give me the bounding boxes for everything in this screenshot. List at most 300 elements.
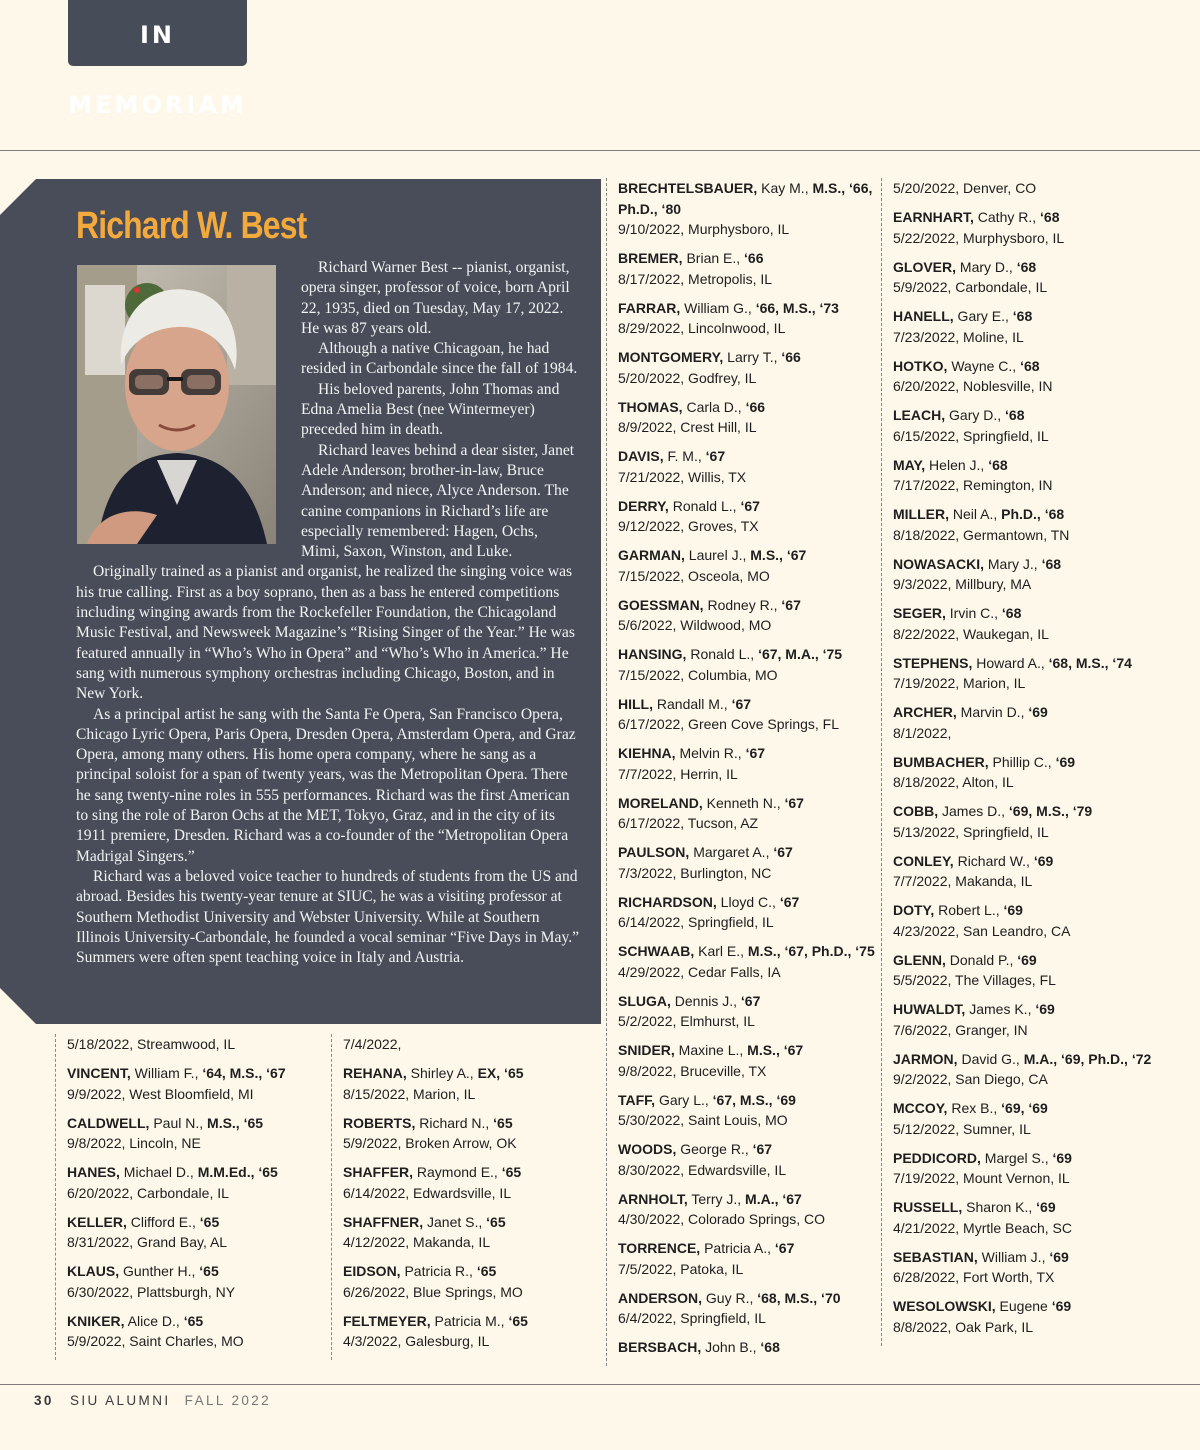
entry-name-line	[343, 1311, 528, 1332]
entry-date-location: 9/2/2022, San Diego, CA	[893, 1071, 1048, 1087]
entry-given-name: James K.,	[965, 1001, 1036, 1017]
entry-date-location: 9/8/2022, Lincoln, NE	[67, 1135, 201, 1151]
entry-name-line	[893, 1098, 1151, 1119]
entry-given-name: Dennis J.,	[670, 992, 741, 1009]
entry-degree: EX, ‘65	[477, 1065, 524, 1081]
entry-degree: M.M.Ed., ‘65	[197, 1164, 278, 1180]
entry-degree: ‘68	[1041, 555, 1062, 572]
entry-given-name: Shirley A.,	[406, 1065, 478, 1081]
entry-degree: ‘67, M.S., ‘69	[712, 1091, 796, 1108]
obituary-entry	[893, 653, 1151, 694]
entry-surname: RUSSELL,	[893, 1199, 963, 1215]
entry-date-location: 7/23/2022, Moline, IL	[893, 328, 1024, 345]
obituary-entry	[893, 603, 1151, 644]
entry-name-line	[343, 1063, 528, 1084]
entry-name-line	[893, 999, 1151, 1020]
entry-name-line	[67, 1261, 286, 1282]
entry-date-location: 8/22/2022, Waukegan, IL	[893, 625, 1049, 642]
entry-date-location: 9/9/2022, West Bloomfield, MI	[67, 1085, 254, 1102]
entry-date-location: 8/17/2022, Metropolis, IL	[618, 270, 773, 287]
entry-given-name: Clifford E.,	[126, 1213, 200, 1230]
entry-degree: ‘65	[508, 1312, 528, 1329]
entry-name-line	[618, 1040, 875, 1061]
entry-degree: ‘66	[744, 250, 764, 266]
obituary-entry	[893, 752, 1151, 793]
entry-given-name: Patricia M.,	[430, 1312, 509, 1329]
obituary-entry	[67, 1063, 286, 1104]
entry-given-name: Helen J.,	[925, 456, 989, 473]
entry-name-line	[618, 1337, 875, 1358]
entry-degree: ‘65	[199, 1263, 219, 1279]
entry-surname: FELTMEYER,	[343, 1312, 431, 1329]
entry-surname: KIEHNA,	[618, 745, 676, 761]
entry-degree: M.S., ‘67	[747, 1042, 804, 1058]
entry-date-location: 8/18/2022, Alton, IL	[893, 774, 1014, 790]
entry-date-location: 7/19/2022, Marion, IL	[893, 675, 1026, 691]
entry-degree: Ph.D., ‘80	[618, 200, 682, 217]
entry-name-line	[67, 1311, 286, 1332]
entry-date-location: 7/17/2022, Remington, IN	[893, 477, 1053, 493]
entry-given-name: Phillip C.,	[988, 753, 1056, 770]
entry-given-name: Michael D.,	[119, 1164, 198, 1180]
obituary-entry	[893, 1098, 1151, 1139]
entry-surname: COBB,	[893, 803, 939, 819]
entry-name-line	[893, 801, 1151, 822]
entry-name-line	[618, 545, 875, 566]
entry-given-name: George R.,	[676, 1141, 753, 1157]
entry-degree: ‘65	[501, 1164, 522, 1180]
obituary-entry	[893, 900, 1151, 941]
entry-date-location: 6/20/2022, Noblesville, IN	[893, 378, 1053, 394]
entry-date-location: 7/5/2022, Patoka, IL	[618, 1260, 744, 1277]
obituary-entry	[618, 1189, 875, 1230]
entry-surname: VINCENT,	[67, 1065, 131, 1081]
entry-surname: HILL,	[618, 695, 653, 712]
obituary-entry	[67, 1034, 286, 1055]
entry-given-name: Margaret A.,	[689, 844, 774, 860]
entry-degree: M.S., ‘67, Ph.D., ‘75	[747, 943, 875, 959]
entry-given-name: Kay M.,	[757, 180, 813, 196]
feature-bio	[76, 258, 580, 968]
entry-degree: ‘69	[1049, 1248, 1069, 1265]
obituary-entry	[893, 801, 1151, 842]
entry-degree: ‘65	[486, 1213, 506, 1230]
entry-date-location: 6/30/2022, Plattsburgh, NY	[67, 1283, 236, 1300]
entry-given-name: Larry T.,	[723, 349, 782, 365]
entry-given-name: Cathy R.,	[973, 209, 1041, 225]
publication-name: SIU ALUMNI	[69, 1393, 171, 1408]
entry-name-line	[618, 991, 875, 1012]
entry-surname: MORELAND,	[618, 794, 703, 811]
obituary-entry	[893, 1197, 1151, 1238]
obituary-entry	[893, 950, 1151, 991]
entry-surname: MCCOY,	[893, 1100, 948, 1116]
entry-degree: ‘69	[1052, 1149, 1072, 1166]
entry-given-name: Kenneth N.,	[702, 794, 785, 811]
entry-date-location: 4/12/2022, Makanda, IL	[343, 1234, 491, 1250]
obituary-entry	[618, 1238, 875, 1279]
obituary-entry	[343, 1034, 528, 1055]
entry-degree: ‘69	[1017, 951, 1037, 968]
entry-degree: ‘65	[493, 1114, 513, 1131]
entry-name-line	[343, 1162, 528, 1183]
entry-degree: ‘68	[1016, 258, 1037, 275]
entry-degree: ‘69	[1036, 1199, 1056, 1215]
entry-date-location: 4/30/2022, Colorado Springs, CO	[618, 1211, 826, 1227]
entry-surname: EARNHART,	[893, 209, 974, 225]
entry-given-name: Terry J.,	[687, 1190, 746, 1207]
obituary-entry	[618, 347, 875, 388]
entry-date-location: 5/2/2022, Elmhurst, IL	[618, 1013, 755, 1029]
entry-name-line	[67, 1063, 286, 1084]
obituary-entry	[618, 842, 875, 883]
entry-degree: ‘66	[781, 349, 801, 365]
entry-surname: DAVIS,	[618, 448, 664, 464]
entry-name-line	[618, 694, 875, 715]
obituary-entry	[893, 455, 1151, 496]
entry-name-line	[893, 1049, 1151, 1070]
entry-degree: ‘66	[745, 398, 766, 415]
entry-degree: ‘64, M.S., ‘67	[202, 1065, 286, 1081]
entry-date-location: 6/4/2022, Springfield, IL	[618, 1310, 766, 1326]
entry-given-name: Randall M.,	[653, 695, 732, 712]
entry-name-line	[618, 793, 875, 814]
obituary-entry	[618, 1288, 875, 1329]
entry-degree: ‘67	[779, 893, 800, 910]
entry-degree: ‘67	[745, 745, 766, 761]
obituary-column-4	[893, 178, 1151, 1346]
entry-name-line	[67, 1212, 286, 1233]
entry-given-name: Maxine L.,	[674, 1042, 748, 1058]
entry-name-line	[618, 1090, 875, 1111]
entry-given-name: Gunther H.,	[119, 1263, 200, 1279]
entry-surname: SCHWAAB,	[618, 943, 695, 959]
entry-date-location: 9/8/2022, Bruceville, TX	[618, 1062, 767, 1079]
entry-degree: ‘69, M.S., ‘79	[1008, 803, 1093, 819]
entry-given-name: William F.,	[130, 1065, 203, 1081]
obituary-entry	[618, 892, 875, 933]
entry-degree: ‘68	[988, 456, 1008, 473]
entry-surname: KLAUS,	[67, 1263, 120, 1279]
entry-date-location: 8/18/2022, Germantown, TN	[893, 526, 1070, 543]
entry-date-location: 9/3/2022, Millbury, MA	[893, 576, 1032, 592]
bottom-divider	[0, 1384, 1200, 1385]
entry-given-name: Richard N.,	[415, 1114, 494, 1131]
entry-date-location: 7/19/2022, Mount Vernon, IL	[893, 1170, 1070, 1186]
entry-degree: ‘69	[1028, 704, 1048, 720]
entry-name-line	[618, 743, 875, 764]
obituary-entry	[343, 1162, 528, 1203]
obituary-entry	[67, 1113, 286, 1154]
bio-paragraph: Originally trained as a pianist and organist, he realized the singing voice was his true calling. First as a boy soprano, then as a bass he entered competitions including winging awards from the Rockefeller Foundation, the Chicagoland Music Festival, and Newsweek Magazine’s “Rising Singer of the Year.” He was featured annually in “Who’s Who in Opera” and “Who’s Who in America.” He sang with numerous symphony orchestras including Chicago, Boston, and in New York.	[76, 563, 575, 703]
entry-date-location: 7/3/2022, Burlington, NC	[618, 864, 772, 881]
entry-date-location: 9/10/2022, Murphysboro, IL	[618, 221, 790, 237]
entry-name-line	[893, 1296, 1151, 1317]
obituary-column-2	[343, 1034, 528, 1360]
entry-date-location: 8/15/2022, Marion, IL	[343, 1085, 476, 1102]
obituary-entry	[343, 1311, 528, 1352]
entry-surname: ARCHER,	[893, 704, 957, 720]
entry-surname: SLUGA,	[618, 992, 671, 1009]
entry-degree: ‘69, ‘69	[1001, 1100, 1048, 1116]
entry-name-line	[618, 644, 875, 665]
entry-surname: MAY,	[893, 456, 926, 473]
entry-name-line	[343, 1212, 528, 1233]
entry-given-name: Rodney R.,	[703, 596, 782, 613]
entry-date-location: 5/12/2022, Sumner, IL	[893, 1120, 1031, 1137]
entry-given-name: Gary L.,	[655, 1091, 713, 1108]
entry-surname: WESOLOWSKI,	[893, 1298, 996, 1314]
entry-surname: HANSING,	[618, 646, 687, 662]
entry-name-line	[618, 1238, 875, 1259]
entry-given-name: Neil A.,	[949, 506, 1002, 522]
entry-date-location: 4/23/2022, San Leandro, CA	[893, 922, 1071, 939]
entry-degree: ‘66, M.S., ‘73	[755, 299, 839, 316]
entry-name-line	[618, 1288, 875, 1309]
entry-date-location: 7/6/2022, Granger, IN	[893, 1021, 1028, 1038]
entry-degree: ‘65	[476, 1263, 497, 1279]
obituary-entry	[893, 1247, 1151, 1288]
obituary-entry	[618, 248, 875, 289]
obituary-entry	[618, 545, 875, 586]
page-number: 30	[34, 1393, 54, 1408]
entry-date-location: 6/15/2022, Springfield, IL	[893, 427, 1049, 444]
entry-name-line	[618, 397, 875, 418]
entry-name-line	[618, 595, 875, 616]
obituary-entry	[618, 397, 875, 438]
bio-paragraph: Richard Warner Best -- pianist, organist, opera singer, professor of voice, born April 22, 1935, died on Tuesday, May 17, 2022. He was 87 years old.	[301, 259, 570, 337]
column-divider	[606, 178, 607, 1366]
entry-given-name: David G.,	[957, 1050, 1024, 1067]
obituary-entry	[618, 743, 875, 784]
entry-degree: ‘68	[760, 1339, 780, 1355]
entry-date-location: 4/3/2022, Galesburg, IL	[343, 1333, 490, 1349]
entry-surname: MONTGOMERY,	[618, 349, 724, 365]
entry-surname: DOTY,	[893, 902, 935, 918]
entry-given-name: Janet S.,	[423, 1213, 487, 1230]
entry-given-name: Laurel J.,	[684, 547, 751, 563]
obituary-entry	[618, 991, 875, 1032]
entry-surname: MILLER,	[893, 506, 949, 522]
entry-name-line	[618, 941, 875, 962]
column-divider	[881, 178, 882, 1346]
entry-date-location: 8/31/2022, Grand Bay, AL	[67, 1234, 228, 1250]
entry-degree: ‘68	[1012, 308, 1033, 324]
obituary-entry	[893, 405, 1151, 446]
entry-date-location: 8/30/2022, Edwardsville, IL	[618, 1161, 787, 1178]
obituary-entry	[618, 298, 875, 339]
entry-surname: BUMBACHER,	[893, 753, 989, 770]
entry-date-location: 8/9/2022, Crest Hill, IL	[618, 419, 757, 435]
entry-given-name: Marvin D.,	[956, 704, 1029, 720]
top-divider	[0, 150, 1200, 151]
entry-given-name: Brian E.,	[682, 250, 745, 266]
entry-date-location: 9/12/2022, Groves, TX	[618, 518, 759, 534]
entry-surname: GLOVER,	[893, 258, 957, 275]
entry-surname: EIDSON,	[343, 1263, 401, 1279]
entry-degree: M.A., ‘67	[745, 1190, 802, 1207]
entry-given-name: Raymond E.,	[413, 1164, 502, 1180]
entry-given-name: Patricia R.,	[400, 1263, 477, 1279]
entry-degree: ‘68	[1020, 357, 1040, 374]
entry-date-location: 6/17/2022, Green Cove Springs, FL	[618, 716, 840, 732]
entry-surname: BRECHTELSBAUER,	[618, 180, 758, 196]
entry-degree: ‘67	[773, 844, 793, 860]
entry-name-line	[893, 851, 1151, 872]
obituary-entry	[893, 356, 1151, 397]
entry-surname: KNIKER,	[67, 1312, 125, 1329]
entry-surname: SHAFFER,	[343, 1164, 413, 1180]
entry-date-location: 6/14/2022, Springfield, IL	[618, 914, 774, 930]
entry-name-line	[618, 446, 875, 467]
entry-degree: ‘69	[1003, 902, 1023, 918]
entry-surname: THOMAS,	[618, 398, 683, 415]
entry-surname: JARMON,	[893, 1050, 958, 1067]
obituary-entry	[67, 1261, 286, 1302]
entry-given-name: Howard A.,	[972, 654, 1049, 671]
entry-date-location: 7/21/2022, Willis, TX	[618, 468, 747, 485]
obituary-entry	[618, 1040, 875, 1081]
entry-surname: RICHARDSON,	[618, 893, 717, 910]
obituary-entry	[893, 999, 1151, 1040]
entry-name-line	[618, 298, 875, 319]
obituary-entry	[618, 178, 875, 240]
entry-degree: ‘68	[1001, 605, 1022, 621]
entry-given-name: Gary E.,	[953, 308, 1013, 324]
section-tab: IN MEMORIAM	[68, 0, 247, 66]
obituary-entry	[893, 504, 1151, 545]
entry-degree: ‘67	[740, 497, 760, 514]
entry-name-line	[893, 257, 1151, 278]
entry-surname: GOESSMAN,	[618, 596, 704, 613]
entry-date-location: 7/15/2022, Columbia, MO	[618, 666, 778, 683]
entry-name-line	[343, 1113, 528, 1134]
feature-title: Richard W. Best	[76, 205, 307, 247]
entry-given-name: Margel S.,	[980, 1149, 1053, 1166]
obituary-entry	[618, 1090, 875, 1131]
entry-date-location: 7/15/2022, Osceola, MO	[618, 567, 770, 584]
entry-degree: ‘65	[183, 1312, 204, 1329]
entry-degree: ‘68	[1040, 209, 1060, 225]
entry-date-location: 8/8/2022, Oak Park, IL	[893, 1318, 1034, 1335]
entry-surname: SNIDER,	[618, 1042, 675, 1058]
entry-date-location: 5/9/2022, Carbondale, IL	[893, 279, 1048, 295]
entry-surname: BREMER,	[618, 250, 683, 266]
entry-date-location: 7/7/2022, Makanda, IL	[893, 873, 1033, 889]
entry-degree: ‘69	[1051, 1298, 1072, 1314]
entry-given-name: Lloyd C.,	[716, 893, 780, 910]
bio-paragraph: Richard was a beloved voice teacher to hundreds of students from the US and abroad. Besides his twenty-year tenure at SIUC, he was a visiting professor at Southern Methodist University and Webster University. While at Southern Illinois University-Carbondale, he founded a vocal seminar “Five Days in May.” Summers were often spent teaching voice in Italy and Austria.	[76, 867, 580, 967]
entry-given-name: Eugene	[995, 1298, 1052, 1314]
entry-surname: SEBASTIAN,	[893, 1248, 978, 1265]
entry-surname: GARMAN,	[618, 547, 685, 563]
obituary-entry	[618, 694, 875, 735]
entry-date-location: 7/4/2022,	[343, 1036, 402, 1052]
entry-degree: ‘67	[752, 1141, 773, 1157]
entry-degree: ‘69	[1035, 1001, 1055, 1017]
entry-date-location: 8/29/2022, Lincolnwood, IL	[618, 320, 786, 336]
obituary-entry	[343, 1113, 528, 1154]
entry-degree: ‘67	[740, 992, 761, 1009]
obituary-entry	[893, 178, 1151, 199]
entry-name-line	[893, 1247, 1151, 1268]
entry-surname: FARRAR,	[618, 299, 681, 316]
entry-name-line	[67, 1113, 286, 1134]
entry-given-name: F. M.,	[663, 448, 706, 464]
entry-date-location: 5/6/2022, Wildwood, MO	[618, 617, 772, 633]
entry-name-line	[893, 504, 1151, 525]
obituary-entry	[618, 496, 875, 537]
obituary-entry	[618, 644, 875, 685]
entry-surname: ANDERSON,	[618, 1289, 703, 1306]
entry-degree: ‘69	[1033, 852, 1054, 869]
entry-degree: ‘68, M.S., ‘70	[757, 1289, 841, 1306]
entry-name-line	[893, 702, 1151, 723]
entry-given-name: James D.,	[938, 803, 1009, 819]
obituary-entry	[618, 941, 875, 982]
entry-name-line	[893, 554, 1151, 575]
entry-given-name: Karl E.,	[694, 943, 748, 959]
obituary-entry	[67, 1162, 286, 1203]
entry-degree: M.S., ‘67	[750, 547, 807, 563]
entry-name-line	[618, 496, 875, 517]
entry-name-line	[893, 306, 1151, 327]
entry-date-location: 5/20/2022, Denver, CO	[893, 180, 1037, 196]
entry-given-name: Gary D.,	[945, 407, 1006, 423]
entry-date-location: 5/18/2022, Streamwood, IL	[67, 1036, 236, 1052]
entry-date-location: 5/5/2022, The Villages, FL	[893, 972, 1056, 988]
entry-name-line	[618, 1189, 875, 1210]
entry-given-name: Donald P.,	[945, 951, 1018, 968]
entry-given-name: Paul N.,	[149, 1114, 208, 1131]
bio-paragraph: As a principal artist he sang with the Santa Fe Opera, San Francisco Opera, Chicago Lyric Opera, Paris Opera, Dresden Opera, Amsterdam Opera, and Graz Opera, among many others. His home opera company, where he sang as a principal soloist for a span of twenty years, was the Metropolitan Opera. There he sang twenty-nine roles in 555 performances. Richard was the first American to sing the role of Baron Ochs at the MET, Tokyo, Graz, and in the city of its 1911 premiere, Dresden. Richard was a co-founder of the “Metropolitan Opera Madrigal Singers.”	[76, 705, 576, 865]
entry-name-line	[618, 892, 875, 913]
obituary-entry	[618, 446, 875, 487]
entry-given-name: Carla D.,	[682, 398, 746, 415]
entry-name-line	[893, 603, 1151, 624]
entry-surname: KELLER,	[67, 1213, 127, 1230]
obituary-entry	[893, 1296, 1151, 1337]
entry-name-line	[893, 405, 1151, 426]
entry-surname: PEDDICORD,	[893, 1149, 981, 1166]
entry-date-location: 6/20/2022, Carbondale, IL	[67, 1184, 229, 1201]
entry-date-location: 4/21/2022, Myrtle Beach, SC	[893, 1219, 1072, 1236]
entry-degree: ‘68	[1005, 407, 1025, 423]
entry-degree: ‘65	[199, 1213, 220, 1230]
obituary-entry	[618, 595, 875, 636]
obituary-entry	[343, 1261, 528, 1302]
entry-given-name: Wayne C.,	[947, 357, 1021, 374]
entry-surname: DERRY,	[618, 497, 669, 514]
obituary-entry	[893, 306, 1151, 347]
entry-degree: M.S., ‘66,	[812, 180, 873, 196]
entry-degree: ‘67	[784, 794, 804, 811]
entry-date-location: 5/9/2022, Saint Charles, MO	[67, 1333, 244, 1349]
obituary-entry	[893, 1049, 1151, 1090]
entry-name-line	[893, 207, 1151, 228]
entry-name-line	[67, 1162, 286, 1183]
obituary-entry	[343, 1212, 528, 1253]
entry-surname: CALDWELL,	[67, 1114, 150, 1131]
entry-surname: CONLEY,	[893, 852, 954, 869]
entry-given-name: Ronald L.,	[686, 646, 759, 662]
entry-surname: NOWASACKI,	[893, 555, 984, 572]
entry-given-name: John B.,	[701, 1339, 761, 1355]
entry-name-line	[893, 900, 1151, 921]
obituary-entry	[893, 702, 1151, 743]
entry-date-location: 5/20/2022, Godfrey, IL	[618, 369, 757, 386]
entry-name-line	[893, 653, 1151, 674]
